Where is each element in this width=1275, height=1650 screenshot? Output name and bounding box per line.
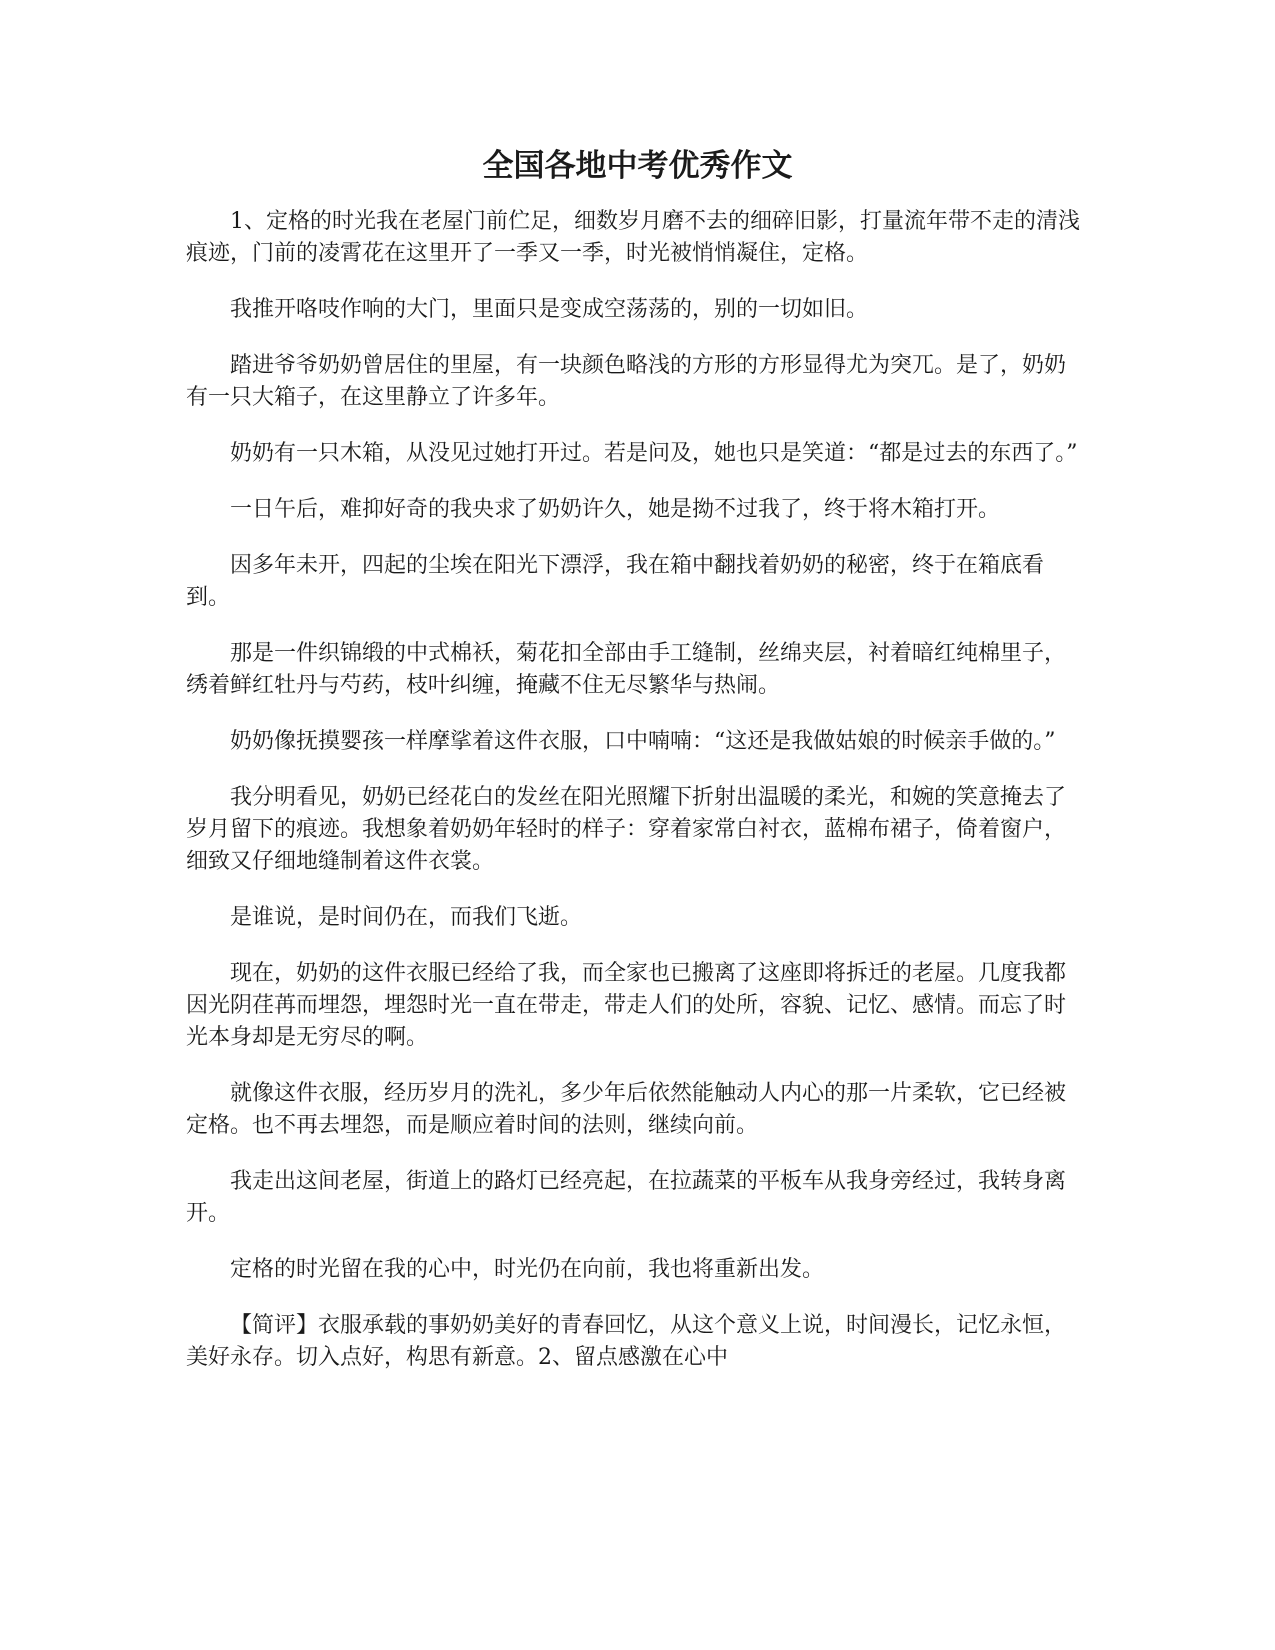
- paragraph: 我分明看见，奶奶已经花白的发丝在阳光照耀下折射出温暖的柔光，和婉的笑意掩去了岁月留下的痕迹。我想象着奶奶年轻时的样子：穿着家常白衬衣，蓝棉布裙子，倚着窗户，细致又仔细地缝制着这件衣裳。: [186, 785, 1067, 874]
- paragraph: 我走出这间老屋，街道上的路灯已经亮起，在拉蔬菜的平板车从我身旁经过，我转身离开。: [186, 1169, 1067, 1226]
- commentary-paragraph: 【简评】衣服承载的事奶奶美好的青春回忆，从这个意义上说，时间漫长，记忆永恒，美好永存。切入点好，构思有新意。2、留点感激在心中: [186, 1313, 1067, 1370]
- paragraph: 奶奶像抚摸婴孩一样摩挲着这件衣服，口中喃喃：“这还是我做姑娘的时候亲手做的。”: [230, 729, 1056, 754]
- paragraph: 定格的时光留在我的心中，时光仍在向前，我也将重新出发。: [230, 1257, 825, 1282]
- paragraph: 就像这件衣服，经历岁月的洗礼，多少年后依然能触动人内心的那一片柔软，它已经被定格。也不再去埋怨，而是顺应着时间的法则，继续向前。: [186, 1081, 1067, 1138]
- paragraph: 现在，奶奶的这件衣服已经给了我，而全家也已搬离了这座即将拆迁的老屋。几度我都因光阴荏苒而埋怨，埋怨时光一直在带走，带走人们的处所，容貌、记忆、感情。而忘了时光本身却是无穷尽的啊。: [186, 961, 1067, 1050]
- paragraph: 1、定格的时光我在老屋门前伫足，细数岁月磨不去的细碎旧影，打量流年带不走的清浅痕迹，门前的凌霄花在这里开了一季又一季，时光被悄悄凝住，定格。: [186, 209, 1080, 266]
- paragraph: 是谁说，是时间仍在，而我们飞逝。: [230, 905, 583, 930]
- paragraph: 一日午后，难抑好奇的我央求了奶奶许久，她是拗不过我了，终于将木箱打开。: [230, 497, 1001, 522]
- paragraph: 踏进爷爷奶奶曾居住的里屋，有一块颜色略浅的方形的方形显得尤为突兀。是了，奶奶有一只大箱子，在这里静立了许多年。: [186, 353, 1067, 410]
- document-body: [186, 206, 1082, 1398]
- paragraph: 因多年未开，四起的尘埃在阳光下漂浮，我在箱中翻找着奶奶的秘密，终于在箱底看到。: [186, 553, 1045, 610]
- document-title: 全国各地中考优秀作文: [482, 148, 793, 184]
- paragraph: 那是一件织锦缎的中式棉袄，菊花扣全部由手工缝制，丝绵夹层，衬着暗红纯棉里子，绣着鲜红牡丹与芍药，枝叶纠缠，掩藏不住无尽繁华与热闹。: [186, 641, 1067, 698]
- paragraph: 奶奶有一只木箱，从没见过她打开过。若是问及，她也只是笑道：“都是过去的东西了。”: [230, 441, 1078, 466]
- paragraph: 我推开咯吱作响的大门，里面只是变成空荡荡的，别的一切如旧。: [230, 297, 869, 322]
